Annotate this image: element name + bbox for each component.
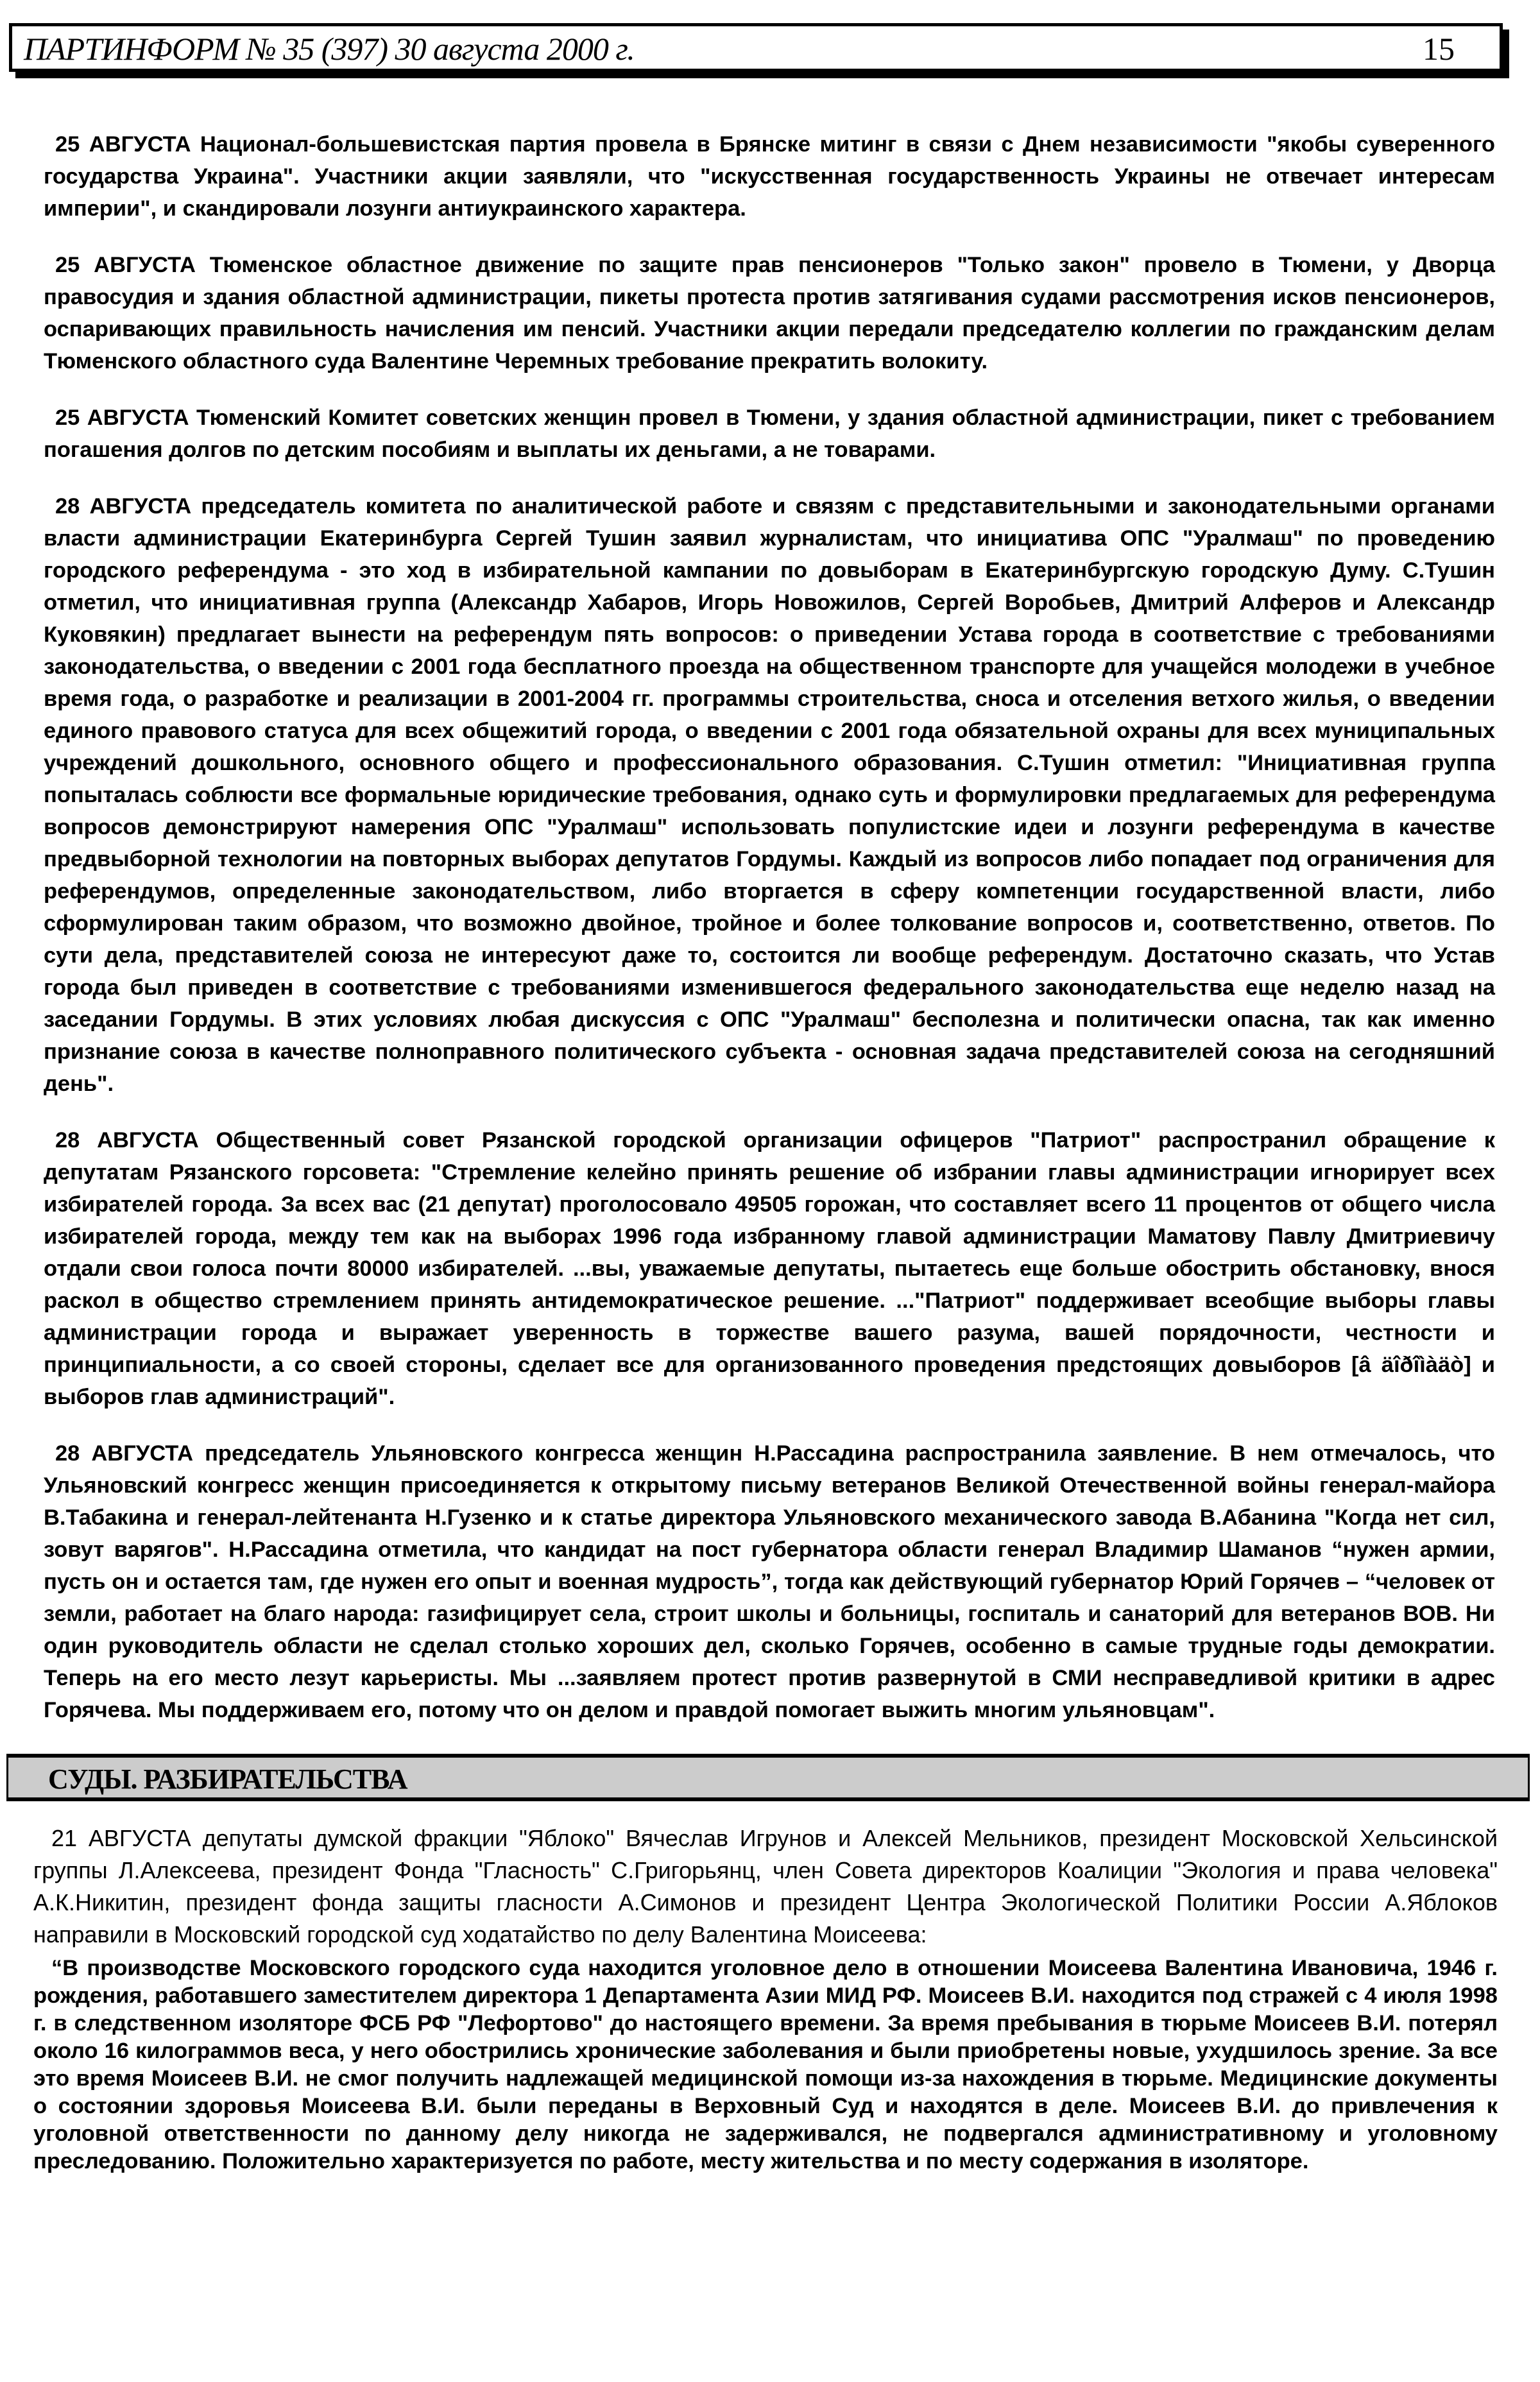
section-title: СУДЫ. РАЗБИРАТЕЛЬСТВА bbox=[48, 1763, 407, 1795]
news-item: 25 АВГУСТА Национал-большевистская партия провела в Брянске митинг в связи с Днем независимости "якобы суверенного государства Украина". Участники акции заявляли, что "искусственная государственность Украины не отвечает интересам империи", и скандировали лозунги антиукраинского характера. bbox=[44, 132, 1495, 221]
news-column bbox=[44, 128, 1495, 1751]
news-item: 25 АВГУСТА Тюменский Комитет советских женщин провел в Тюмени, у здания областной администрации, пикет с требованием погашения долгов по детским пособиям и выплаты их деньгами, а не товарами. bbox=[44, 406, 1495, 462]
section-quote: “В производстве Московского городского суда находится уголовное дело в отношении Моисеева Валентина Ивановича, 1946 г. рождения, работавшего заместителем директора 1 Департамента Азии МИД РФ. Моисеев В.И. находится под стражей с 4 июля 1998 г. в следственном изоляторе ФСБ РФ "Лефортово" до настоящего времени. За время пребывания в тюрьме Моисеев В.И. потерял около 16 килограммов веса, у него обострились хронические заболевания и были приобретены новые, ухудшилось зрение. За все это время Моисеев В.И. не смог получить надлежащей медицинской помощи из-за нахождения в тюрьме. Медицинские документы о состоянии здоровья Моисеева В.И. были переданы в Верховный Суд и находятся в деле. Моисеев В.И. до привлечения к уголовной ответственности по данному делу никогда не задерживался, не подвергался административному и уголовному преследованию. Положительно характеризуется по работе, месту жительства и по месту содержания в изоляторе. bbox=[33, 1956, 1498, 2173]
news-item: 25 АВГУСТА Тюменское областное движение по защите прав пенсионеров "Только закон" провело в Тюмени, у Дворца правосудия и здания областной администрации, пикеты протеста против затягивания судами рассмотрения исков пенсионеров, оспаривающих правильность начисления им пенсий. Участники акции передали председателю коллегии по гражданским делам Тюменского областного суда Валентине Черемных требование прекратить волокиту. bbox=[44, 253, 1495, 373]
section-body bbox=[33, 1822, 1498, 2175]
publication-title: ПАРТИНФОРМ № 35 (397) 30 августа 2000 г. bbox=[24, 31, 635, 67]
section-intro: 21 АВГУСТА депутаты думской фракции "Яблоко" Вячеслав Игрунов и Алексей Мельников, президент Московской Хельсинской группы Л.Алексеева, президент Фонда "Гласность" С.Григорьянц, член Совета директоров Коалиции "Экология и права человека" А.К.Никитин, президент фонда защиты гласности А.Симонов и президент Центра Экологической Политики России А.Яблоков направили в Московский городской суд ходатайство по делу Валентина Моисеева: bbox=[33, 1825, 1498, 1948]
section-header bbox=[6, 1754, 1530, 1801]
news-item: 28 АВГУСТА Общественный совет Рязанской городской организации офицеров "Патриот" распространил обращение к депутатам Рязанского горсовета: "Стремление келейно принять решение об избрании главы администрации игнорирует всех избирателей города. За всех вас (21 депутат) проголосовало 49505 горожан, что составляет всего 11 процентов от общего числа избирателей города, между тем как на выборах 1996 года избранному главой администрации Маматову Павлу Дмитриевичу отдали свои голоса почти 80000 избирателей. ...вы, уважаемые депутаты, пытаетесь еще больше обострить обстановку, внося раскол в общество стремлением принять антидемократическое решение. ..."Патриот" поддерживает всеобщие выборы главы администрации города и выражает уверенность в торжестве вашего разума, вашей порядочности, честности и принципиальности, а со своей стороны, сделает все для организованного проведения предстоящих довыборов [â äîðîìàäò] и выборов глав администраций". bbox=[44, 1128, 1495, 1409]
page-header bbox=[9, 23, 1503, 72]
news-item: 28 АВГУСТА председатель Ульяновского конгресса женщин Н.Рассадина распространила заявление. В нем отмечалось, что Ульяновский конгресс женщин присоединяется к открытому письму ветеранов Великой Отечественной войны генерал-майора В.Табакина и генерал-лейтенанта Н.Гузенко и к статье директора Ульяновского механического завода В.Абанина "Когда нет сил, зовут варягов". Н.Рассадина отметила, что кандидат на пост губернатора области генерал Владимир Шаманов “нужен армии, пусть он и остается там, где нужен его опыт и военная мудрость”, тогда как действующий губернатор Юрий Горячев – “человек от земли, работает на благо народа: газифицирует села, строит школы и больницы, госпиталь и санаторий для ветеранов ВОВ. Ни один руководитель области не сделал столько хороших дел, сколько Горячев, особенно в самые трудные годы демократии. Теперь на его место лезут карьеристы. Мы ...заявляем протест против развернутой в СМИ несправедливой критики в адрес Горячева. Мы поддерживаем его, потому что он делом и правдой помогает выжить многим ульяновцам". bbox=[44, 1441, 1495, 1722]
news-item: 28 АВГУСТА председатель комитета по аналитической работе и связям с представительными и законодательными органами власти администрации Екатеринбурга Сергей Тушин заявил журналистам, что инициатива ОПС "Уралмаш" по проведению городского референдума - это ход в избирательной кампании по довыборам в Екатеринбургскую городскую Думу. С.Тушин отметил, что инициативная группа (Александр Хабаров, Игорь Новожилов, Сергей Воробьев, Дмитрий Алферов и Александр Куковякин) предлагает вынести на референдум пять вопросов: о приведении Устава города в соответствие с требованиями законодательства, о введении с 2001 года бесплатного проезда на общественном транспорте для учащейся молодежи в учебное время года, о разработке и реализации в 2001-2004 гг. программы строительства, сноса и отселения ветхого жилья, о введении единого правового статуса для всех общежитий города, о введении с 2001 года обязательной охраны для всех муниципальных учреждений дошкольного, основного общего и профессионального образования. С.Тушин отметил: "Инициативная группа попыталась соблюсти все формальные юридические требования, однако суть и формулировки предлагаемых для референдума вопросов демонстрируют намерения ОПС "Уралмаш" использовать популистские идеи и лозунги референдума в качестве предвыборной технологии на повторных выборах депутатов Гордумы. Каждый из вопросов либо попадает под ограничения для референдумов, определенные законодательством, либо вторгается в сферу компетенции государственной власти, либо сформулирован таким образом, что возможно двойное, тройное и более толкование вопросов и, соответственно, ответов. По сути дела, представителей союза не интересуют даже то, состоится ли вообще референдум. Достаточно сказать, что Устав города был приведен в соответствие с требованиями изменившегося федерального законодательства еще неделю назад на заседании Гордумы. В этих условиях любая дискуссия с ОПС "Уралмаш" бесполезна и политически опасна, так как именно признание союза в качестве полноправного политического субъекта - основная задача представителей союза на сегодняшний день". bbox=[44, 494, 1495, 1096]
page-number: 15 bbox=[1423, 31, 1455, 67]
